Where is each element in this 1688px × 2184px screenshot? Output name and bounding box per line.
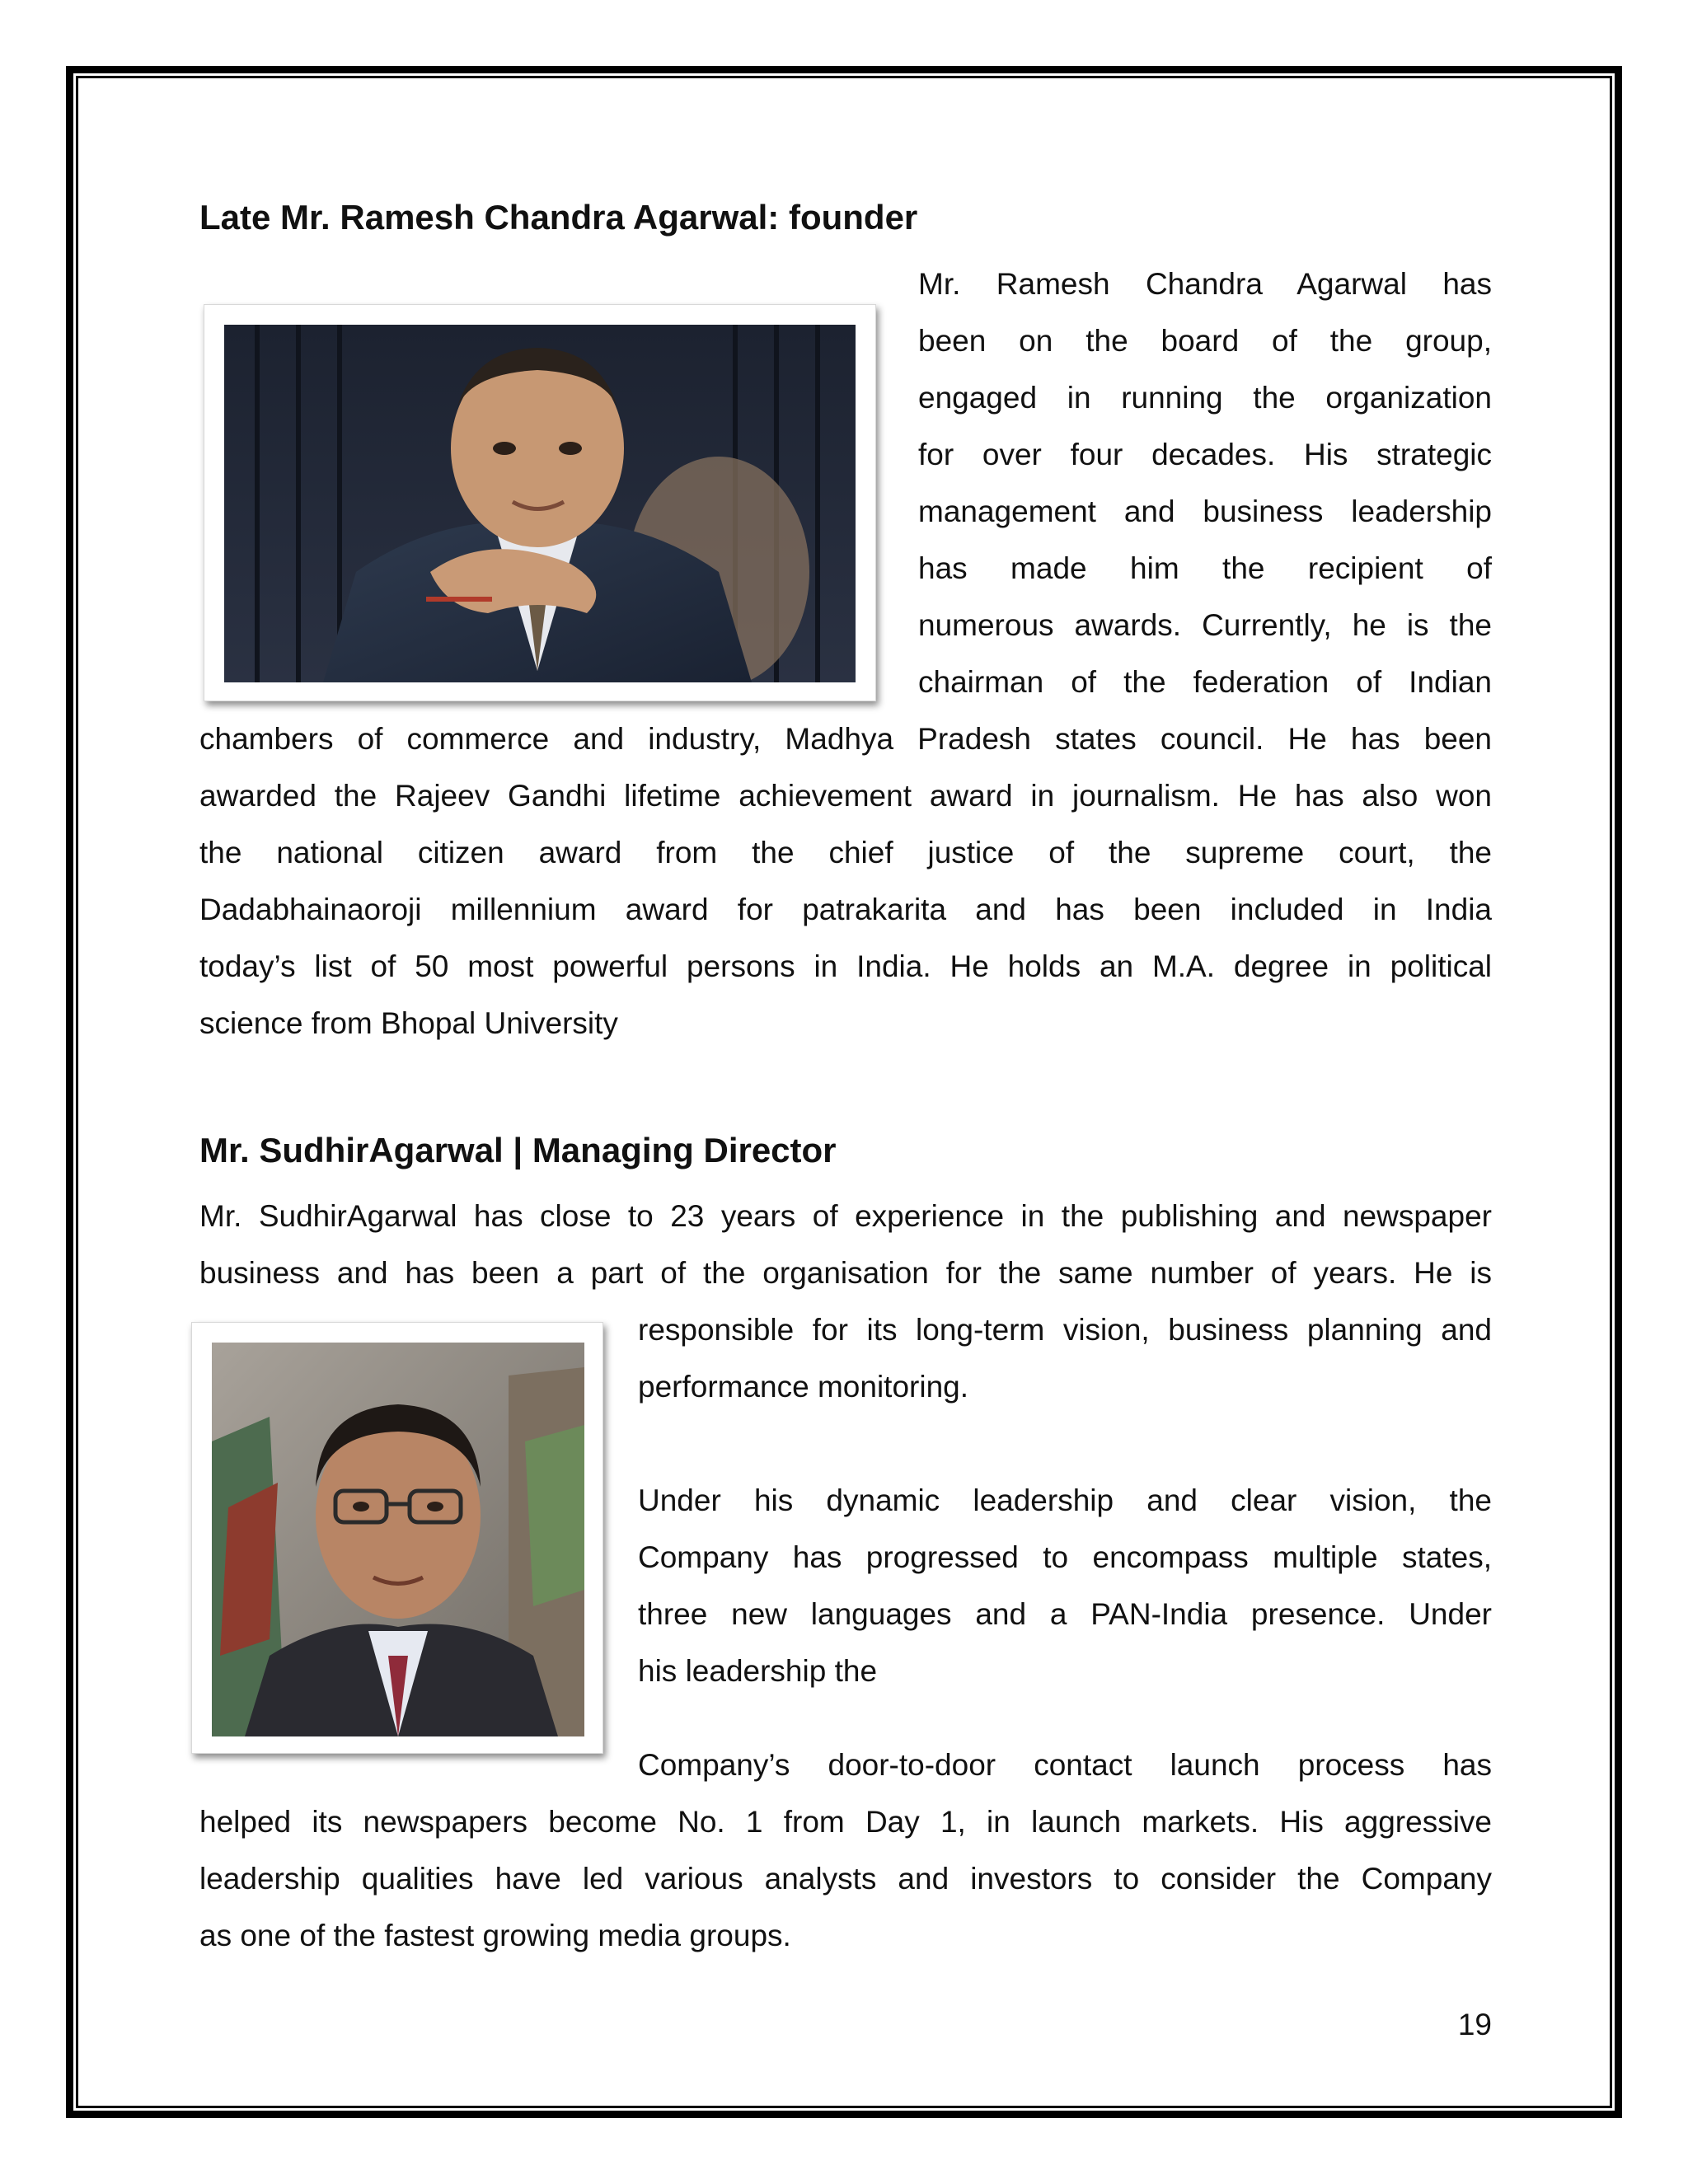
md-bio-intro (199, 1188, 1492, 1301)
text-line: chairman of the federation of Indian (918, 665, 1492, 699)
text-line: numerous awards. Currently, he is the (918, 608, 1492, 642)
md-heading: Mr. SudhirAgarwal | Managing Director (199, 1131, 837, 1169)
text-line: today’s list of 50 most powerful persons in India. He holds an M.A. degree in political (199, 949, 1492, 983)
md-bio-full (199, 1793, 1492, 1964)
text-line: chambers of commerce and industry, Madhya Pradesh states council. He has been (199, 722, 1492, 756)
text-line: Dadabhainaoroji millennium award for patrakarita and has been included in India (199, 893, 1492, 926)
text-line: business and has been a part of the organisation for the same number of years. He is (199, 1256, 1492, 1290)
text-line: been on the board of the group, (918, 324, 1492, 358)
text-line: as one of the fastest growing media groups. (199, 1919, 791, 1952)
text-line: has made him the recipient of (918, 551, 1492, 585)
founder-bio-wrapped (918, 255, 1492, 710)
founder-photo-image (224, 325, 856, 682)
text-line: Company’s door-to-door contact launch process has (638, 1748, 1492, 1782)
text-line: leadership qualities have led various analysts and investors to consider the Company (199, 1862, 1492, 1896)
founder-bio-full (199, 710, 1492, 1052)
md-photo-image (212, 1343, 584, 1736)
text-line: Mr. SudhirAgarwal has close to 23 years of experience in the publishing and newspaper (199, 1199, 1492, 1233)
text-line: Under his dynamic leadership and clear vision, the (638, 1483, 1492, 1517)
text-line: his leadership the (638, 1654, 878, 1688)
md-bio-block-1 (638, 1301, 1492, 1415)
text-line: for over four decades. His strategic (918, 438, 1492, 471)
page-number: 19 (1457, 2008, 1492, 2041)
md-bio-block-3 (638, 1736, 1492, 1793)
text-line: engaged in running the organization (918, 381, 1492, 415)
text-line: management and business leadership (918, 494, 1492, 528)
text-line: the national citizen award from the chief justice of the supreme court, the (199, 836, 1492, 869)
text-line: Company has progressed to encompass multiple states, (638, 1540, 1492, 1574)
founder-heading: Late Mr. Ramesh Chandra Agarwal: founder (199, 198, 918, 237)
text-line: Mr. Ramesh Chandra Agarwal has (918, 267, 1492, 301)
founder-photo (204, 304, 876, 701)
text-line: responsible for its long-term vision, business planning and (638, 1313, 1492, 1347)
text-line: awarded the Rajeev Gandhi lifetime achievement award in journalism. He has also won (199, 779, 1492, 813)
text-line: three new languages and a PAN-India presence. Under (638, 1597, 1492, 1631)
text-line: helped its newspapers become No. 1 from Day 1, in launch markets. His aggressive (199, 1805, 1492, 1839)
text-line: science from Bhopal University (199, 1006, 618, 1040)
md-photo (191, 1322, 603, 1754)
text-line: performance monitoring. (638, 1370, 969, 1404)
md-bio-block-2 (638, 1472, 1492, 1699)
